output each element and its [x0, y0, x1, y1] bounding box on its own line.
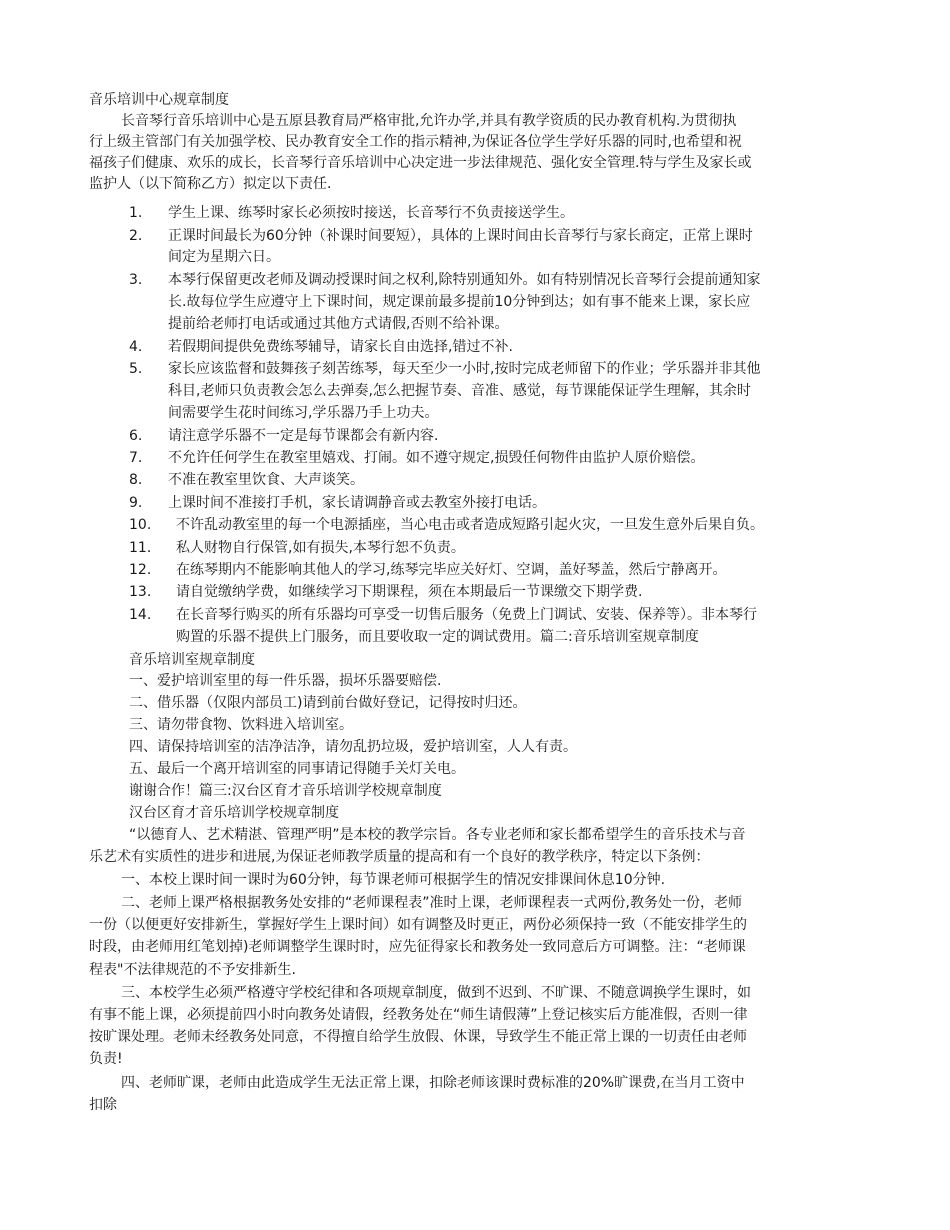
rule-text: 提前给老师打电话或通过其他方式请假,否则不给补课。: [168, 316, 509, 332]
rule-text: 上课时间不准接打手机，家长请调静音或去教室外接打电话。: [168, 495, 546, 511]
rule-text: 请注意学乐器不一定是每节课都会有新内容.: [168, 428, 439, 444]
section3-line: 二、老师上课严格根据教务处安排的“老师课程表”准时上课，老师课程表一式两份,教务处一份，老师: [121, 895, 742, 911]
rule-number: 7.: [129, 450, 143, 466]
rule-text: 若假期间提供免费练琴辅导，请家长自由选择,错过不补.: [168, 339, 513, 355]
document-title: 音乐培训中心规章制度: [89, 92, 229, 108]
section2-heading: 音乐培训室规章制度: [129, 652, 255, 668]
rule-text: 学生上课、练琴时家长必须按时接送，长音琴行不负责接送学生。: [168, 205, 574, 221]
rule-number: 8.: [129, 472, 143, 488]
section3-line: 时段，由老师用红笔划掉)老师调整学生课时时，应先征得家长和教务处一致同意后方可调整。注：“老师课: [89, 939, 746, 955]
rule-text: 间需要学生花时间练习,学乐器乃手上功夫。: [168, 405, 439, 421]
section2-item: 二、借乐器（仅限内部员工)请到前台做好登记，记得按时归还。: [129, 695, 527, 711]
rule-number: 2.: [129, 228, 143, 244]
rule-number: 11.: [129, 540, 152, 556]
section3-line: 程表"不法律规范的不予安排新生.: [89, 962, 296, 978]
section3-line: 一、本校上课时间一课时为60分钟，每节课老师可根据学生的情况安排课间休息10分钟.: [121, 872, 666, 888]
rule-text: 不允许任何学生在教室里嬉戏、打闹。如不遵守规定,损毁任何物件由监护人原价赔偿。: [168, 450, 705, 466]
section2-item: 三、请勿带食物、饮料进入培训室。: [129, 717, 353, 733]
rule-text: 不准在教室里饮食、大声谈笑。: [168, 472, 364, 488]
section3-heading: 汉台区育才音乐培训学校规章制度: [129, 805, 339, 821]
section2-item: 四、请保持培训室的洁净洁净，请勿乱扔垃圾，爱护培训室，人人有责。: [129, 739, 577, 755]
intro-line: 行上级主管部门有关加强学校、民办教育安全工作的指示精神,为保证各位学生学好乐器的同时,也希望和祝: [89, 134, 742, 150]
rule-number: 10.: [129, 517, 152, 533]
rule-text: 本琴行保留更改老师及调动授课时间之权利,除特别通知外。如有特别情况长音琴行会提前通知家: [168, 272, 761, 288]
section2-item: 一、爱护培训室里的每一件乐器，损坏乐器要赔偿.: [129, 673, 442, 689]
rule-text: 科目,老师只负责教会怎么去弹奏,怎么把握节奏、音准、感觉，每节课能保证学生理解，其余时: [168, 383, 751, 399]
section3-line: 按旷课处理。老师未经教务处同意，不得擅自给学生放假、休课，导致学生不能正常上课的一切责任由老师: [89, 1029, 747, 1045]
rule-text: 在长音琴行购买的所有乐器均可享受一切售后服务（免费上门调试、安装、保养等）。非本琴行: [176, 607, 757, 623]
section2-item: 五、最后一个离开培训室的同事请记得随手关灯关电。: [129, 761, 465, 777]
rule-number: 14.: [129, 607, 152, 623]
intro-line: 监护人（以下简称乙方）拟定以下责任.: [89, 176, 332, 192]
section3-line: 有事不能上课，必须提前四小时向教务处请假，经教务处在“师生请假薄”上登记核实后方能准假，否则一律: [89, 1007, 748, 1023]
section3-line: 负责!: [89, 1051, 123, 1067]
rule-number: 4.: [129, 339, 143, 355]
rule-number: 1.: [129, 205, 143, 221]
section3-line: “以德育人、艺术精湛、管理严明”是本校的教学宗旨。各专业老师和家长都希望学生的音乐技术与音: [129, 827, 746, 843]
section3-line: 乐艺术有实质性的进步和进展,为保证老师教学质量的提高和有一个良好的教学秩序，特定以下条例：: [89, 849, 710, 865]
rule-text: 请自觉缴纳学费，如继续学习下期课程，须在本期最后一节课缴交下期学费.: [176, 584, 643, 600]
rule-text: 在练琴期内不能影响其他人的学习,练琴完毕应关好灯、空调，盖好琴盖，然后宁静离开。: [176, 562, 727, 578]
rule-number: 6.: [129, 428, 143, 444]
rule-text: 私人财物自行保管,如有损失,本琴行恕不负责。: [176, 540, 465, 556]
section3-line: 三、本校学生必须严格遵守学校纪律和各项规章制度，做到不迟到、不旷课、不随意调换学生课时，如: [121, 985, 751, 1001]
section2-closing: 谢谢合作！篇三:汉台区育才音乐培训学校规章制度: [129, 783, 442, 799]
rule-number: 12.: [129, 562, 152, 578]
rule-text: 不许乱动教室里的每一个电源插座，当心电击或者造成短路引起火灾，一旦发生意外后果自负。: [176, 517, 764, 533]
rule-number: 3.: [129, 272, 143, 288]
rule-number: 9.: [129, 495, 143, 511]
rule-text: 正课时间最长为60分钟（补课时间要短），具体的上课时间由长音琴行与家长商定，正常上课时: [168, 228, 753, 244]
intro-line: 长音琴行音乐培训中心是五原县教育局严格审批,允许办学,并具有教学资质的民办教育机构.为贯彻执: [121, 113, 737, 129]
rule-text: 购置的乐器不提供上门服务，而且要收取一定的调试费用。篇二:音乐培训室规章制度: [176, 629, 699, 645]
section3-line: 扣除: [89, 1097, 117, 1113]
rule-text: 长.故每位学生应遵守上下课时间，规定课前最多提前10分钟到达；如有事不能来上课，家长应: [168, 294, 751, 310]
rule-text: 间定为星期六日。: [168, 249, 280, 265]
rule-text: 家长应该监督和鼓舞孩子刻苦练琴，每天至少一小时,按时完成老师留下的作业；学乐器并非其他: [168, 361, 761, 377]
section3-line: 四、老师旷课，老师由此造成学生无法正常上课，扣除老师该课时费标准的20%旷课费,在当月工资中: [121, 1075, 745, 1091]
section3-line: 一份（以便更好安排新生，掌握好学生上课时间）如有调整及时更正，两份必须保持一致（不能安排学生的: [89, 917, 747, 933]
rule-number: 13.: [129, 584, 152, 600]
intro-line: 福孩子们健康、欢乐的成长，长音琴行音乐培训中心决定进一步法律规范、强化安全管理.特与学生及家长或: [89, 155, 752, 171]
rule-number: 5.: [129, 361, 143, 377]
